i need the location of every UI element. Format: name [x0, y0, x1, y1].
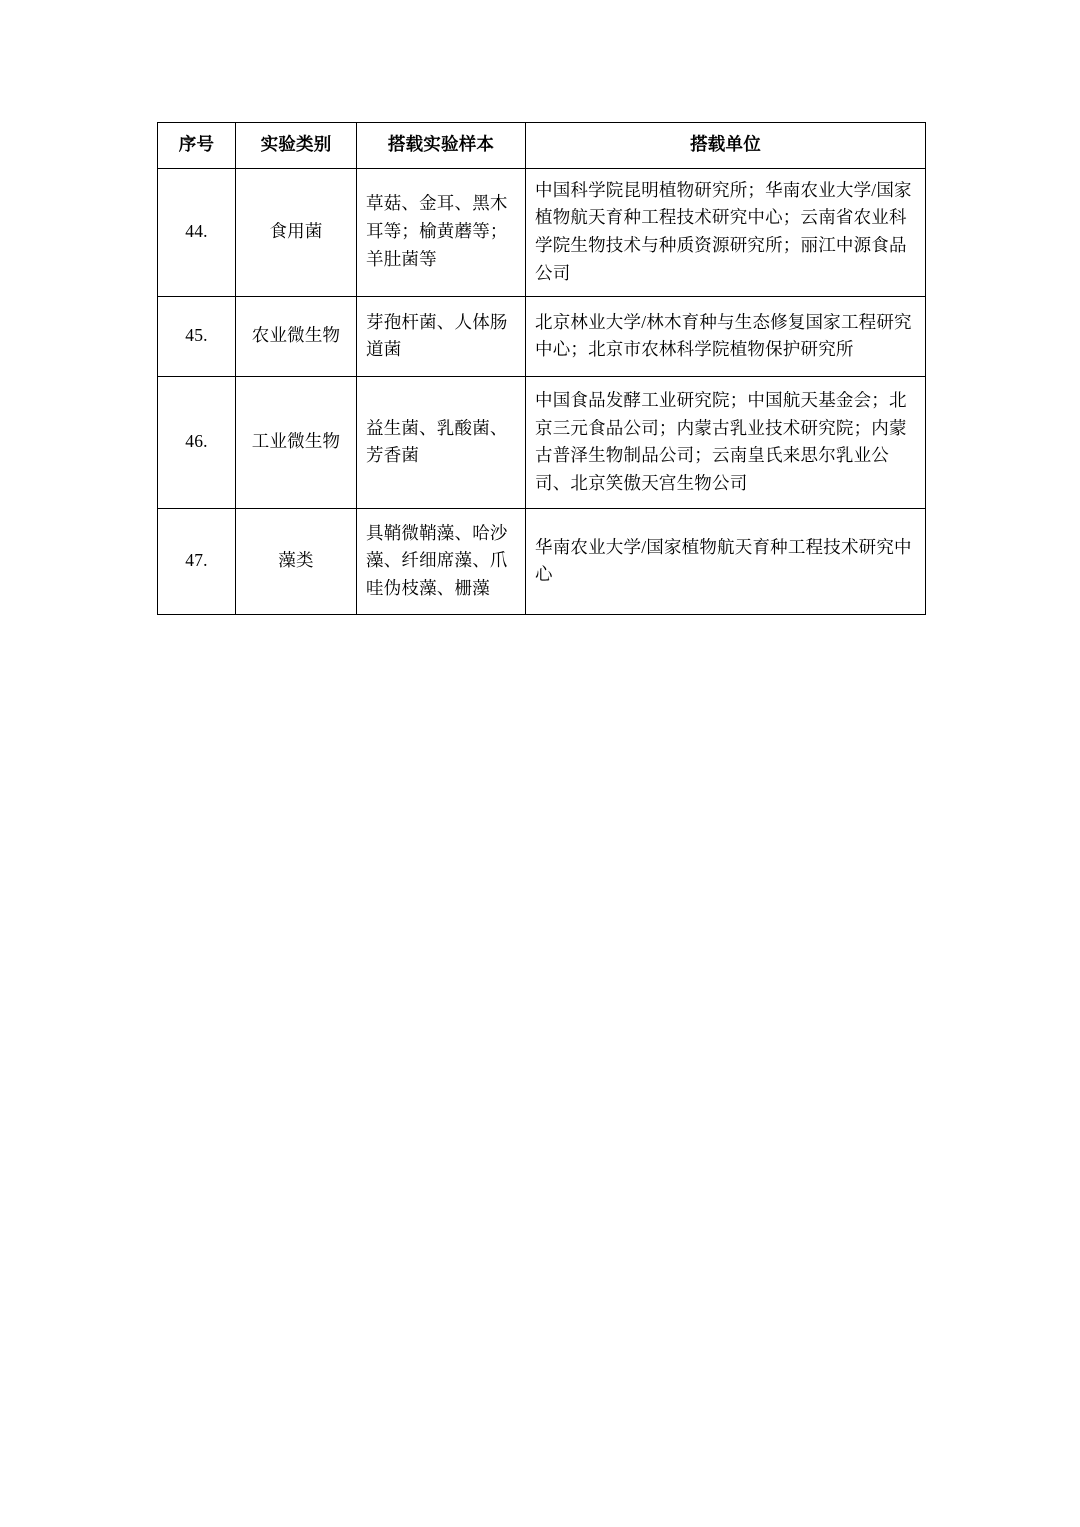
- cell-sample: 益生菌、乳酸菌、芳香菌: [357, 377, 526, 509]
- cell-category: 工业微生物: [236, 377, 357, 509]
- cell-index: 45.: [158, 297, 236, 377]
- cell-sample: 草菇、金耳、黑木耳等；榆黄蘑等；羊肚菌等: [357, 168, 526, 297]
- cell-unit: 中国食品发酵工业研究院；中国航天基金会；北京三元食品公司；内蒙古乳业技术研究院；内蒙古普泽生物制品公司；云南皇氏来思尔乳业公司、北京笑傲天宫生物公司: [526, 377, 926, 509]
- column-header-category: 实验类别: [236, 123, 357, 169]
- payload-experiment-table: [157, 122, 926, 615]
- cell-unit: 中国科学院昆明植物研究所；华南农业大学/国家植物航天育种工程技术研究中心；云南省农业科学院生物技术与种质资源研究所；丽江中源食品公司: [526, 168, 926, 297]
- cell-category: 食用菌: [236, 168, 357, 297]
- table-row: [158, 168, 926, 297]
- cell-category: 农业微生物: [236, 297, 357, 377]
- cell-unit: 华南农业大学/国家植物航天育种工程技术研究中心: [526, 509, 926, 615]
- cell-category: 藻类: [236, 509, 357, 615]
- table-body: [158, 168, 926, 615]
- cell-sample: 具鞘微鞘藻、哈沙藻、纤细席藻、爪哇伪枝藻、栅藻: [357, 509, 526, 615]
- column-header-index: 序号: [158, 123, 236, 169]
- table-row: [158, 509, 926, 615]
- table-row: [158, 377, 926, 509]
- column-header-unit: 搭载单位: [526, 123, 926, 169]
- payload-experiment-table-wrapper: [157, 122, 925, 615]
- table-row: [158, 297, 926, 377]
- cell-sample: 芽孢杆菌、人体肠道菌: [357, 297, 526, 377]
- cell-index: 44.: [158, 168, 236, 297]
- cell-index: 46.: [158, 377, 236, 509]
- cell-unit: 北京林业大学/林木育种与生态修复国家工程研究中心；北京市农林科学院植物保护研究所: [526, 297, 926, 377]
- cell-index: 47.: [158, 509, 236, 615]
- table-header: [158, 123, 926, 169]
- column-header-sample: 搭载实验样本: [357, 123, 526, 169]
- table-header-row: [158, 123, 926, 169]
